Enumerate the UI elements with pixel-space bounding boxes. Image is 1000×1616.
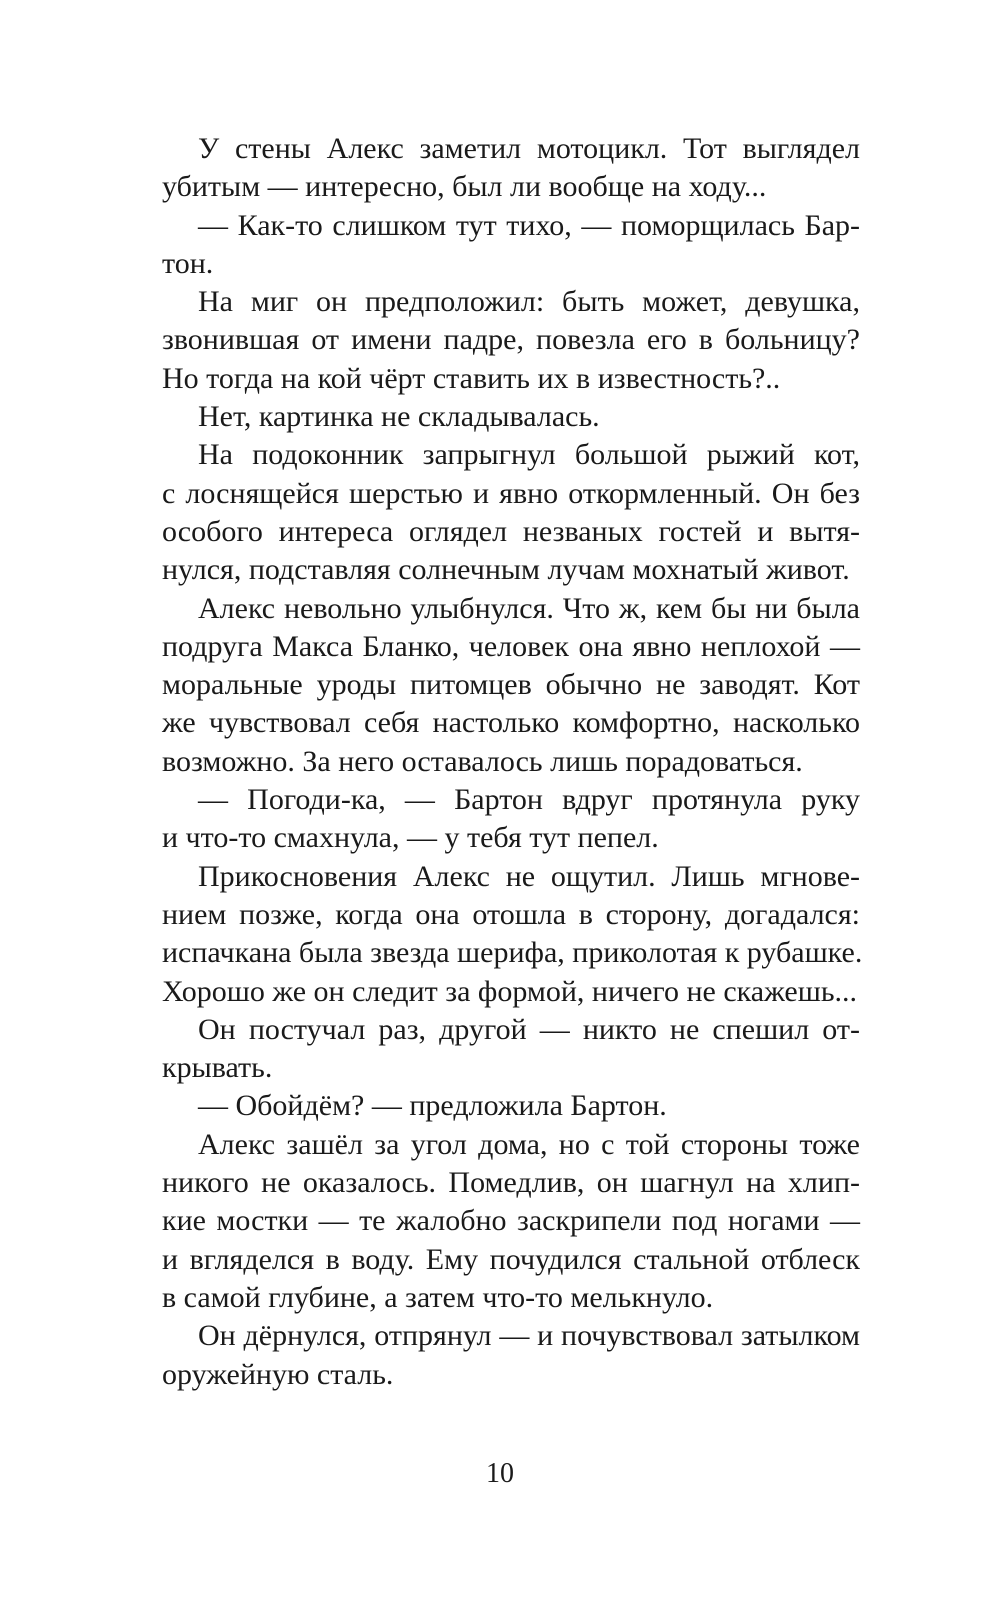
- text-line: нием позже, когда она отошла в сторону, догадался:: [162, 897, 860, 931]
- text-line: возможно. За него оставалось лишь порадоваться.: [162, 744, 803, 778]
- text-line: Алекс невольно улыбнулся. Что ж, кем бы ни была: [198, 591, 860, 625]
- text-line: и вгляделся в воду. Ему почудился стальной отблеск: [162, 1242, 860, 1276]
- text-line: Он постучал раз, другой — никто не спешил от-: [198, 1012, 860, 1046]
- text-line: Но тогда на кой чёрт ставить их в известность?..: [162, 361, 781, 395]
- text-line: и что-то смахнула, — у тебя тут пепел.: [162, 821, 659, 855]
- body-text: [162, 130, 863, 1394]
- text-line: подруга Макса Бланко, человек она явно неплохой —: [162, 629, 860, 663]
- text-line: Прикосновения Алекс не ощутил. Лишь мгнове-: [198, 859, 860, 893]
- text-line: крывать.: [162, 1051, 273, 1085]
- text-line: Хорошо же он следит за формой, ничего не скажешь...: [162, 974, 858, 1008]
- text-line: Алекс зашёл за угол дома, но с той стороны тоже: [198, 1127, 860, 1161]
- text-line: в самой глубине, а затем что-то мелькнуло.: [162, 1280, 714, 1314]
- text-line: — Погоди-ка, — Бартон вдруг протянула руку: [198, 783, 860, 817]
- text-line: нулся, подставляя солнечным лучам мохнатый живот.: [162, 553, 850, 587]
- text-line: У стены Алекс заметил мотоцикл. Тот выглядел: [198, 132, 860, 165]
- text-line: испачкана была звезда шерифа, приколотая к рубашке.: [162, 936, 863, 970]
- text-line: На миг он предположил: быть может, девушка,: [198, 285, 860, 319]
- text-line: с лоснящейся шерстью и явно откормленный. Он без: [162, 476, 860, 510]
- text-line: тон.: [162, 246, 214, 280]
- text-line: Нет, картинка не складывалась.: [198, 400, 600, 434]
- text-line: Он дёрнулся, отпрянул — и почувствовал затылком: [198, 1319, 860, 1353]
- text-line: оружейную сталь.: [162, 1357, 394, 1391]
- text-line: же чувствовал себя настолько комфортно, насколько: [162, 706, 860, 740]
- text-line: никого не оказалось. Помедлив, он шагнул на хлип-: [162, 1166, 860, 1200]
- text-line: убитым — интересно, был ли вообще на ходу...: [162, 170, 767, 204]
- text-line: На подоконник запрыгнул большой рыжий кот,: [198, 438, 860, 472]
- text-line: — Обойдём? — предложила Бартон.: [198, 1089, 667, 1123]
- text-line: — Как-то слишком тут тихо, — поморщилась Бар-: [198, 208, 860, 242]
- text-line: моральные уроды питомцев обычно не заводят. Кот: [162, 668, 860, 702]
- page-number: 10: [486, 1458, 514, 1489]
- text-line: особого интереса оглядел незваных гостей и вытя-: [162, 514, 860, 548]
- text-line: кие мостки — те жалобно заскрипели под ногами —: [162, 1204, 860, 1238]
- text-line: звонившая от имени падре, повезла его в больницу?: [162, 323, 860, 357]
